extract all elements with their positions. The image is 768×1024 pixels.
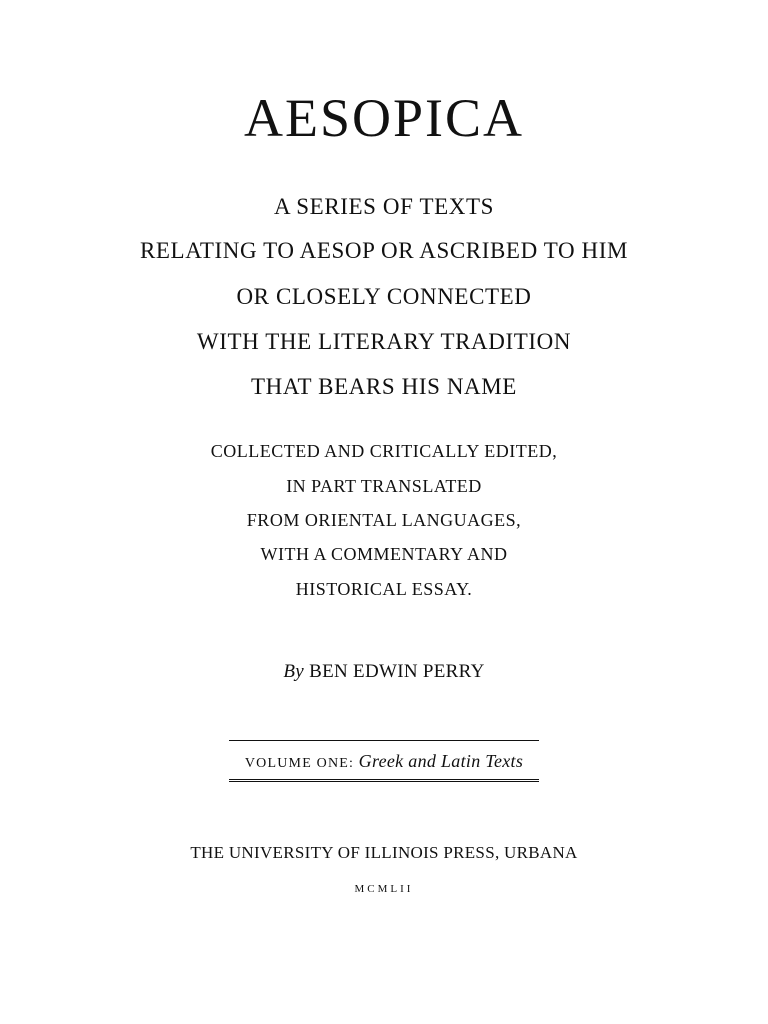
byline-by: By bbox=[283, 661, 305, 682]
subtitle-line-4: WITH THE LITERARY TRADITION bbox=[196, 329, 572, 354]
subtitle-line-2: RELATING TO AESOP OR ASCRIBED TO HIM bbox=[139, 238, 629, 263]
rule-top bbox=[229, 740, 539, 741]
description-line-3: FROM ORIENTAL LANGUAGES, bbox=[246, 510, 522, 530]
publication-year: MCMLII bbox=[354, 883, 414, 895]
volume-subtitle: Greek and Latin Texts bbox=[358, 751, 524, 771]
author-name: BEN EDWIN PERRY bbox=[309, 661, 485, 682]
description-line-2: IN PART TRANSLATED bbox=[286, 476, 482, 496]
description-line-5: HISTORICAL ESSAY. bbox=[295, 579, 473, 599]
description-line-4: WITH A COMMENTARY AND bbox=[260, 544, 508, 564]
publisher: THE UNIVERSITY OF ILLINOIS PRESS, URBANA bbox=[190, 843, 578, 862]
subtitle-line-1: A SERIES OF TEXTS bbox=[273, 194, 494, 219]
subtitle-line-5: THAT BEARS HIS NAME bbox=[251, 374, 517, 399]
volume-line bbox=[0, 750, 768, 775]
description-line-1: COLLECTED AND CRITICALLY EDITED, bbox=[210, 441, 558, 461]
subtitle-line-3: OR CLOSELY CONNECTED bbox=[236, 284, 532, 309]
byline bbox=[0, 660, 768, 684]
rule-bottom bbox=[229, 779, 539, 782]
book-title: AESOPICA bbox=[243, 88, 525, 148]
volume-label: VOLUME ONE: bbox=[244, 756, 355, 771]
